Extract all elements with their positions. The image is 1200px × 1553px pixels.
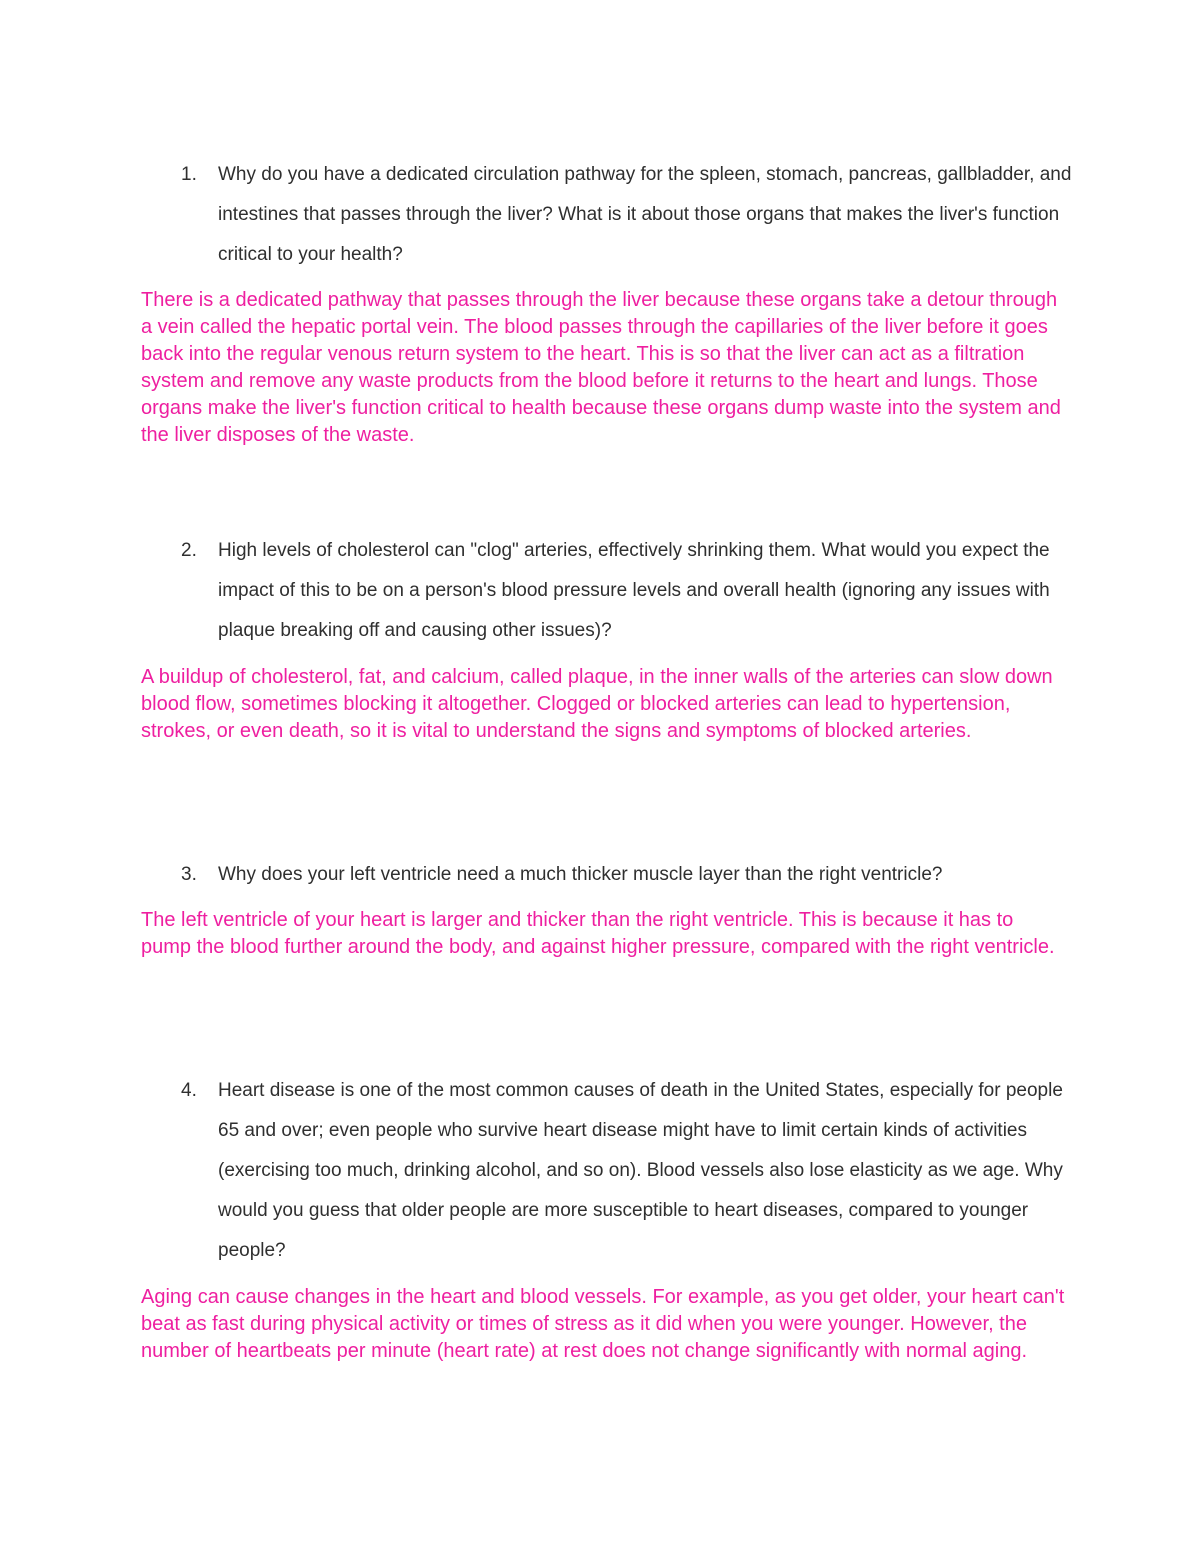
answer-1: There is a dedicated pathway that passes through the liver because these organs take a detour through a vein called the hepatic portal vein. The blood passes through the capillaries of the liver before it goes back into the regular venous return system to the heart. This is so that the liver can act as a filtration system and remove any waste products from the blood before it returns to the heart and lungs. Those organs make the liver's function critical to health because these organs dump waste into the system and the liver disposes of the waste.: [141, 289, 1061, 446]
question-2: [181, 531, 1081, 651]
answer-3: The left ventricle of your heart is larger and thicker than the right ventricle. This is because it has to pump the blood further around the body, and against higher pressure, compared with the right ventricle.: [141, 909, 1055, 958]
question-1: [181, 155, 1081, 275]
question-2-number: 2.: [181, 540, 197, 561]
question-3: [181, 855, 1081, 895]
question-3-number: 3.: [181, 864, 197, 885]
answer-2: A buildup of cholesterol, fat, and calcium, called plaque, in the inner walls of the arteries can slow down blood flow, sometimes blocking it altogether. Clogged or blocked arteries can lead to hypertension, strokes, or even death, so it is vital to understand the signs and symptoms of blocked arteries.: [141, 666, 1053, 742]
question-4: [181, 1071, 1081, 1271]
question-4-text: Heart disease is one of the most common causes of death in the United States, especially for people 65 and over; even people who survive heart disease might have to limit certain kinds of activities (exercising too much, drinking alcohol, and so on). Blood vessels also lose elasticity as we age. Why would you guess that older people are more susceptible to heart diseases, compared to younger people?: [218, 1080, 1063, 1261]
question-1-number: 1.: [181, 164, 197, 185]
question-1-text: Why do you have a dedicated circulation pathway for the spleen, stomach, pancreas, gallbladder, and intestines that passes through the liver? What is it about those organs that makes the liver's function critical to your health?: [218, 164, 1072, 265]
question-2-text: High levels of cholesterol can "clog" arteries, effectively shrinking them. What would you expect the impact of this to be on a person's blood pressure levels and overall health (ignoring any issues with plaque breaking off and causing other issues)?: [218, 540, 1050, 641]
question-3-text: Why does your left ventricle need a much thicker muscle layer than the right ventricle?: [218, 864, 943, 885]
answer-4: Aging can cause changes in the heart and blood vessels. For example, as you get older, your heart can't beat as fast during physical activity or times of stress as it did when you were younger. However, the number of heartbeats per minute (heart rate) at rest does not change significantly with normal aging.: [141, 1286, 1065, 1362]
question-4-number: 4.: [181, 1080, 197, 1101]
